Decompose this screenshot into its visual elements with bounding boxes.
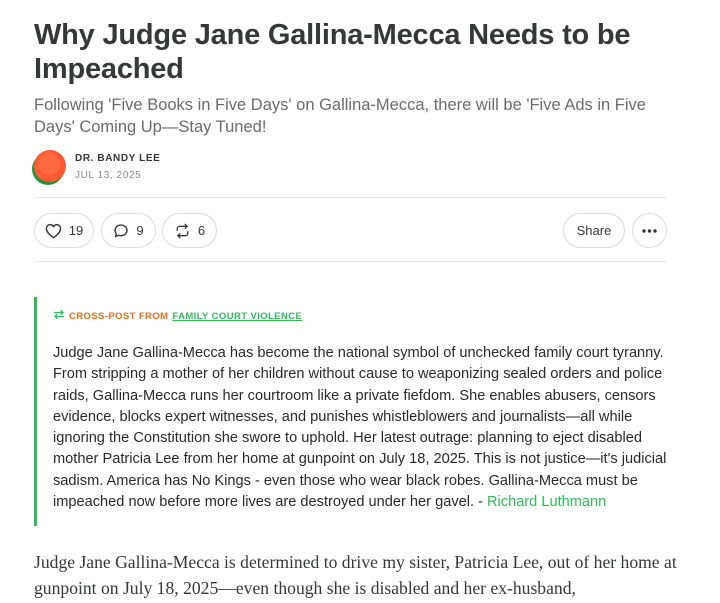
like-button[interactable] — [34, 213, 94, 248]
heart-icon — [45, 223, 62, 239]
more-options-button[interactable] — [632, 213, 667, 248]
crosspost-block — [34, 297, 674, 526]
restack-arrows-icon — [174, 223, 191, 239]
author-name[interactable]: DR. BANDY LEE — [75, 153, 161, 164]
comment-count: 9 — [136, 223, 144, 238]
crosspost-header — [53, 309, 302, 323]
crosspost-text — [53, 343, 683, 513]
author-avatar[interactable] — [34, 150, 66, 182]
post-subtitle: Following 'Five Books in Five Days' on Gallina-Mecca, there will be 'Five Ads in Five Days' Coming Up—Stay Tuned! — [34, 96, 646, 136]
article-paragraph: Judge Jane Gallina-Mecca is determined to drive my sister, Patricia Lee, out of her home at gunpoint on July 18, 2025—even though she is disabled and her ex-husband, — [34, 552, 677, 598]
divider-bottom — [34, 261, 666, 262]
post-date: JUL 13, 2025 — [75, 170, 142, 181]
divider-top — [34, 197, 666, 198]
restack-button[interactable] — [162, 213, 217, 248]
comment-bubble-icon — [113, 223, 129, 239]
comment-button[interactable] — [101, 213, 156, 248]
crosspost-source-link[interactable]: FAMILY COURT VIOLENCE — [172, 310, 303, 322]
share-label: Share — [576, 223, 612, 238]
ellipsis-icon — [642, 229, 657, 233]
restack-count: 6 — [197, 223, 206, 238]
crosspost-arrows-icon — [53, 309, 65, 323]
crosspost-prefix: CROSS-POST FROM — [69, 310, 169, 322]
like-count: 19 — [68, 223, 84, 238]
share-button[interactable] — [563, 213, 625, 248]
crosspost-body: Judge Jane Gallina-Mecca has become the national symbol of unchecked family court tyranny. From stripping a mother of her children without cause to weaponizing sealed orders and police raids, Gallina-Mecca runs her courtroom like a private fiefdom. She enables abusers, censors evidence, blocks expert witnesses, and punishes whistleblowers and journalists—all while ignoring the Constitution she swore to uphold. Her latest outrage: planning to eject disabled mother Patricia Lee from her home at gunpoint on July 18, 2025. This is not justice—it's judicial sadism. America has No Kings - even those who wear black robes. Gallina-Mecca must be impeached now before more lives are destroyed under her gavel. - — [53, 345, 667, 511]
post-title: Why Judge Jane Gallina-Mecca Needs to be Impeached — [34, 19, 631, 85]
crosspost-author-link[interactable]: Richard Luthmann — [487, 494, 607, 511]
